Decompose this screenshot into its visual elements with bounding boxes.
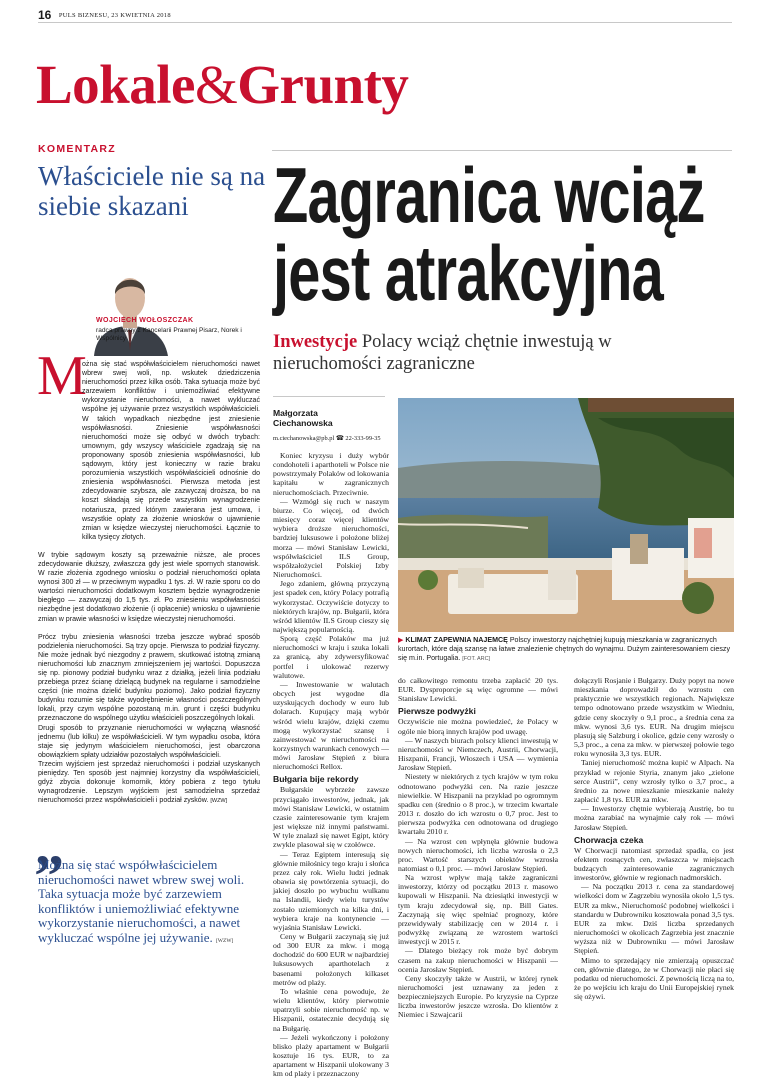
article-column-2 <box>398 676 558 1020</box>
lead <box>273 331 623 375</box>
header-rule <box>38 22 732 23</box>
article-column-1 <box>273 451 389 1078</box>
caption-text: Polscy inwestorzy najchętniej kupują mieszkania w zagranicznych kurortach, które dają szansę na łatwe znalezienie chętnych do wynajmu. Dużym zainteresowaniem cieszy się m.in. Portugalia. <box>398 636 730 662</box>
article-paragraph: dołączyli Rosjanie i Bułgarzy. Duży popyt na nowe mieszkania doprowadził do wzrostu cen praktycznie we wszystkich regionach. Największe tempo odnotowano przede wszystkim w Wiedniu, gdzie ceny skoczyły o 9,1 proc., a średnia cena za mkw. wynosi 3,6 tys. EUR. Na drugim miejscu plasują się Salzburg i okolice, gdzie ceny wzrosły o 5,3 proc., a cena za mkw. w pierwszej połowie tego roku wynosiła 3,3 tys. EUR. <box>574 676 734 759</box>
commentary-author-name: WOJCIECH WOŁOSZCZAK <box>96 317 194 324</box>
article-paragraph: Sporą część Polaków ma już nieruchomości w kraju i szuka lokali za granicą, aby zdywersyfikować portfel i ulokować rezerwy walutowe. <box>273 634 389 680</box>
article-paragraph: Mimo to sprzedający nie zmierzają opuszczać cen, głównie dlatego, że w Chorwacji nie płaci się podatku od nieruchomości. Z pewnością liczą na to, że po wejściu ich kraju do Unii Europejskiej rynek się ożywi. <box>574 955 734 1002</box>
article-paragraph: Ceny w Bułgarii zaczynają się już od 300 EUR za mkw. i mogą dochodzić do 600 EUR w najbardziej luksusowych aparthotelach z basenami położonych kilkaset metrów od plaży. <box>273 931 389 987</box>
caption-credit: [FOT. ARC] <box>462 656 491 662</box>
commentary-paragraph: Drugi sposób to przyznanie nieruchomości w wyłączną własność jednemu (lub kilku) ze współwłaścicieli. W tym wypadku osoba, która staje się jedynym właścicielem nieruchomości, jest obarczona obowiązkiem spłaty udziałów pozostałych współwłaścicieli. <box>38 724 260 759</box>
byline-name-2: Ciechanowska <box>273 418 333 428</box>
commentary-kicker: KOMENTARZ <box>38 143 116 155</box>
commentary-signature: [WZW] <box>210 798 228 805</box>
section-title <box>36 55 408 115</box>
section-title-part1: Lokale <box>36 54 195 115</box>
commentary-title: Właściciele nie są na siebie skazani <box>38 161 266 221</box>
article-subheading: Chorwacja czeka <box>574 834 644 845</box>
article-paragraph: — Inwestorzy chętnie wybierają Austrię, bo tu można zarabiać na wynajmie cały rok — mówi Jarosław Stępień. <box>574 804 734 832</box>
publication-line: PULS BIZNESU, 23 KWIETNIA 2018 <box>58 12 171 19</box>
pull-quote-signature: [WZW] <box>215 937 234 944</box>
article-paragraph: — Dlatego bieżący rok może być dobrym czasem na zakup nieruchomości w Hiszpanii — ocenia Jarosław Stępień. <box>398 946 558 974</box>
article-paragraph: — Jeżeli wykończony i położony blisko plaży apartament w Bułgarii kosztuje 16 tys. EUR, to za apartament w Hiszpanii ulokowany 3 km od plaży i przeznaczony <box>273 1032 389 1078</box>
commentary-author-role: radca prawny z Kancelarii Prawnej Pisarz, Norek i Wspólnicy <box>96 327 242 342</box>
article-paragraph: — W naszych biurach polscy klienci inwestują w nieruchomości w Niemczech, Austrii, Chorwacji, Hiszpanii, Francji, Włoszech i USA — wymienia Jarosław Stępień. <box>398 735 558 773</box>
article-paragraph: Ceny skoczyły także w Austrii, w której rynek nieruchomości jest uznawany za jeden z bezpieczniejszych Europie. Po kryzysie na Cyprze liczba inwestorów jeszcze wzrosła. Do klientów z Niemiec i Szwajcarii <box>398 973 558 1020</box>
article-paragraph: — Na wzrost cen wpłynęła głównie budowa nowych nieruchomości, ich liczba wzrosła o 2,3 proc. Wartość starszych obiektów wzrosła natomiast o 0,1 proc. — mówi Jarosław Stępień. <box>398 836 558 873</box>
lead-kicker: Inwestycje <box>273 332 358 352</box>
pull-quote-text: Można się stać współwłaścicielem nieruchomości nawet wbrew swej woli. Taka sytuacja może być zarzewiem konfliktów i uniemożliwiać efektywne wykorzystanie nieruchomości, a nawet wykluczać wspólne jej używanie. <box>38 857 245 945</box>
byline-rule <box>273 396 385 397</box>
drop-cap: M <box>37 345 87 407</box>
article-paragraph: Jego zdaniem, główną przyczyną jest spadek cen, który Polacy potrafią wykorzystać. Oczywiście dotyczy to niektórych krajów, np. Bułgarii, która wśród klientów ILS Group cieszy się największą popularnością. <box>273 579 389 634</box>
article-paragraph: Koniec kryzysu i duży wybór condohoteli i aparthoteli w Polsce nie powstrzymały Polaków od lokowania kapitału w zagranicznych nieruchomościach. Przeciwnie. <box>273 451 389 497</box>
commentary-paragraph: Prócz trybu zniesienia własności trzeba jeszcze wybrać sposób podzielenia nieruchomości. Są trzy opcje. Pierwsza to podział fizyczny. Nie może jednak być niezgodny z prawem, skutkować istotną zmianą nieruchomości lub znacznym zmniejszeniem jej wartości. Dopuszcza się np. pionowy podział budynku wraz z działką, jeżeli linia podziału przebiega przez ścianę dzielącą budynek na regularne i samodzielne części (nie można dzielić budynku poziomo). Jako podział fizyczny budynku rozumie się także wyodrębnienie własności poszczególnych lokali, przy czym wspólne pozostaną m.in. grunt i części budynku przeznaczone do wspólnego użytku właścicieli poszczególnych lokali. <box>38 633 260 723</box>
page-header <box>38 6 738 22</box>
article-paragraph: W Chorwacji natomiast sprzedaż spadła, co jest efektem rosnących cen, zwłaszcza w miejscach budzących zainteresowanie zagranicznych inwestorów, głównie w regionach nadmorskich. <box>574 845 734 883</box>
article-paragraph: Bułgarskie wybrzeże zawsze przyciągało inwestorów, jednak, jak mówi Stanisław Lewicki, w ostatnim czasie zainteresowanie tym krajem jest większe niż innymi państwami. W tyle znalazł się nawet Egipt, który zwykle plasował się w czołówce. <box>273 785 389 850</box>
byline-name-1: Małgorzata <box>273 408 318 418</box>
article-paragraph: — Teraz Egiptem interesują się głównie miłośnicy tego kraju i słońca przez cały rok. Wielu ludzi jednak obawia się powtórzenia sytuacji, do jakiej doszło po wybuchu wulkanu na Islandii, kiedy wielu turystów zostało uziemionych na kilka dni, i wybiera kraje na kontynencie — wyjaśnia Stanisław Lewicki. <box>273 849 389 932</box>
caption-arrow-icon: ▶ <box>398 637 404 644</box>
headline-line-1: Zagranica wciąż <box>273 151 705 239</box>
article-paragraph: To właśnie cena powoduje, że wielu klientów, który pierwotnie upatrzyli sobie nieruchomość np. w Hiszpanii, ostatecznie decydują się na Bułgarię. <box>273 986 389 1033</box>
quote-mark: ” <box>34 843 64 909</box>
article-paragraph: Na wzrost wpływ mają także zagraniczni inwestorzy, którzy od początku 2013 r. masowo kupowali w Hiszpanii. Na dziesiątki inwestycji w tym kraju zdecydował się, np. Bill Gates. Zaczynają się więc spełniać prognozy, które przewidywały stabilizację cen w 2014 r. i podwyżkę związaną ze wzrostem wartości inwestycji w 2015 r. <box>398 873 558 947</box>
article-paragraph: Oczywiście nie można powiedzieć, że Polacy w ogóle nie biorą innych krajów pod uwagę. <box>398 717 558 736</box>
article-photo <box>398 398 734 632</box>
article-paragraph: — Inwestowanie w walutach obcych jest wygodne dla uzyskujących dochody w euro lub dolarach. Kupujący mają wybór wśród wielu krajów, dzięki czemu mogą wykorzystać szansę i zainwestować w nieruchomości na korzystnych warunkach cenowych — mówi Jarosław Stępień z biura nieruchomości Rellox. <box>273 679 389 772</box>
commentary-paragraph: W trybie sądowym koszty są przeważnie niższe, ale proces zdecydowanie dłuższy, zwłaszcza gdy jest wiele spornych stanowisk. W razie złożenia zgodnego wniosku o podział nieruchomości opłata wynosi 300 zł — w przeciwnym wypadku 1 tys. zł. W razie sporu co do wartości nieruchomości dodatkowym kosztem będzie wynagrodzenie biegłego — zazwyczaj do 1,5 tys. zł. Po zniesieniu współwłasności niezbędne jest dodatkowo złożenie (i opłacenie) wniosku o ujawnienie zmian w prawie własności w księdze wieczystej nieruchomości. <box>38 551 260 623</box>
article-paragraph: Niestety w niektórych z tych krajów w tym roku odnotowano podwyżki cen. Na razie jeszcze niewielkie. W Hiszpanii na przykład po ogromnym spadku cen (średnio o 8 proc.), w trzecim kwartale 2013 r. doszło do ich wzrostu o 0,7 proc. Jest to pierwsza podwyżka cen odnotowana od drugiego kwartału 2010 r. <box>398 772 558 837</box>
commentary-paragraph: ożna się stać współwłaścicielem nieruchomości nawet wbrew swej woli, np. wskutek dziedziczenia nieruchomości przez kilka osób. Taka sytuacja może być zarzewiem konfliktów i uniemożliwiać efektywne wykorzystanie nieruchomości, a nawet wykluczać wspólne jej używanie przez wszystkich współwłaścicieli. W takich wypadkach niezbędne jest zniesienie współwłasności. Zniesienie współwłasności nieruchomości może się odbyć w dwóch trybach: umownym, gdy wszyscy właściciele zgadzają się na proponowany sposób zniesienia współwłasności, lub sądowym, który jest konieczny w razie braku porozumienia wszystkich współwłaścicieli odnośnie do zniesienia współwłasności. Pierwsza metoda jest zdecydowanie szybsza, ale zazwyczaj droższa, bo na koszt składają się przede wszystkim wynagrodzenie notariusza, przed którym zawierana jest umowa, i wszystkie opłaty za złożenie wniosków o ujawnienie zmian w księdze wieczystej nieruchomości. Łącznie to kilka tysięcy złotych. <box>82 361 260 541</box>
article-paragraph: do całkowitego remontu trzeba zapłacić 20 tys. EUR. Dysproporcje są więc ogromne — mówi Stanisław Lewicki. <box>398 676 558 704</box>
article-paragraph: — Na początku 2013 r. cena za standardowej wielkości dom w Zagrzebiu wynosiła około 1,5 tys. EUR za mkw., Nieruchomość podobnej wielkości i standardu w Dubrowniku kosztowała ponad 3,5 tys. EUR za mkw. Dziś liczba sprzedanych nieruchomości w okolicach Zagrzebia jest znacznie wyższa niż w Dubrowniku — mówi Jarosław Stępień. <box>574 882 734 956</box>
byline-contact: m.ciechanowska@pb.pl ☎ 22-333-99-35 <box>273 435 381 442</box>
commentary-body <box>38 360 260 806</box>
section-ampersand: & <box>194 54 238 115</box>
article-subheading: Pierwsze podwyżki <box>398 706 476 717</box>
article-column-3 <box>574 676 734 1002</box>
pull-quote <box>38 858 262 949</box>
caption-bold: KLIMAT ZAPEWNIA NAJEMCĘ <box>405 636 508 644</box>
page-number: 16 <box>38 8 52 22</box>
commentary-last-text: Trzecim wyjściem jest sprzedaż nieruchomości i podział uzyskanych pieniędzy. Ten sposób jest najmniej korzystny dla współwłaścicieli, gdyż zbycia dokonuje komornik, który pobiera z tego tytułu wynagrodzenie. Lepszym wyjściem jest samodzielna sprzedaż nieruchomości przez współwłaścicieli i podział zysków. <box>38 760 260 805</box>
section-title-part2: Grunty <box>237 54 409 115</box>
headline <box>273 150 743 332</box>
commentary-paragraph <box>38 760 260 806</box>
byline <box>273 408 385 428</box>
lead-text: Polacy wciąż chętnie inwestują w nieruchomości zagraniczne <box>273 332 612 374</box>
article-paragraph: — Wzmógł się ruch w naszym biurze. Co więcej, od dwóch miesięcy coraz więcej klientów wybiera droższe nieruchomości, bardziej luksusowe i położone bliżej morza — mówi Stanisław Lewicki, współwłaściciel ILS Group, współzałożyciel Polskiej Izby Nieruchomości. <box>273 496 389 580</box>
article-subheading: Bułgaria bije rekordy <box>273 774 359 785</box>
article-paragraph: Taniej nieruchomość można kupić w Alpach. Na przykład w rejonie Styria, znanym jako „zielone serce Austrii”, ceny wzrosły tylko o 3,7 proc., a średnio za nowe mieszkanie mieszkanie należy zapłacić 1,8 tys. EUR za mkw. <box>574 758 734 805</box>
headline-line-2: jest atrakcyjna <box>273 229 663 317</box>
photo-caption <box>398 636 734 664</box>
